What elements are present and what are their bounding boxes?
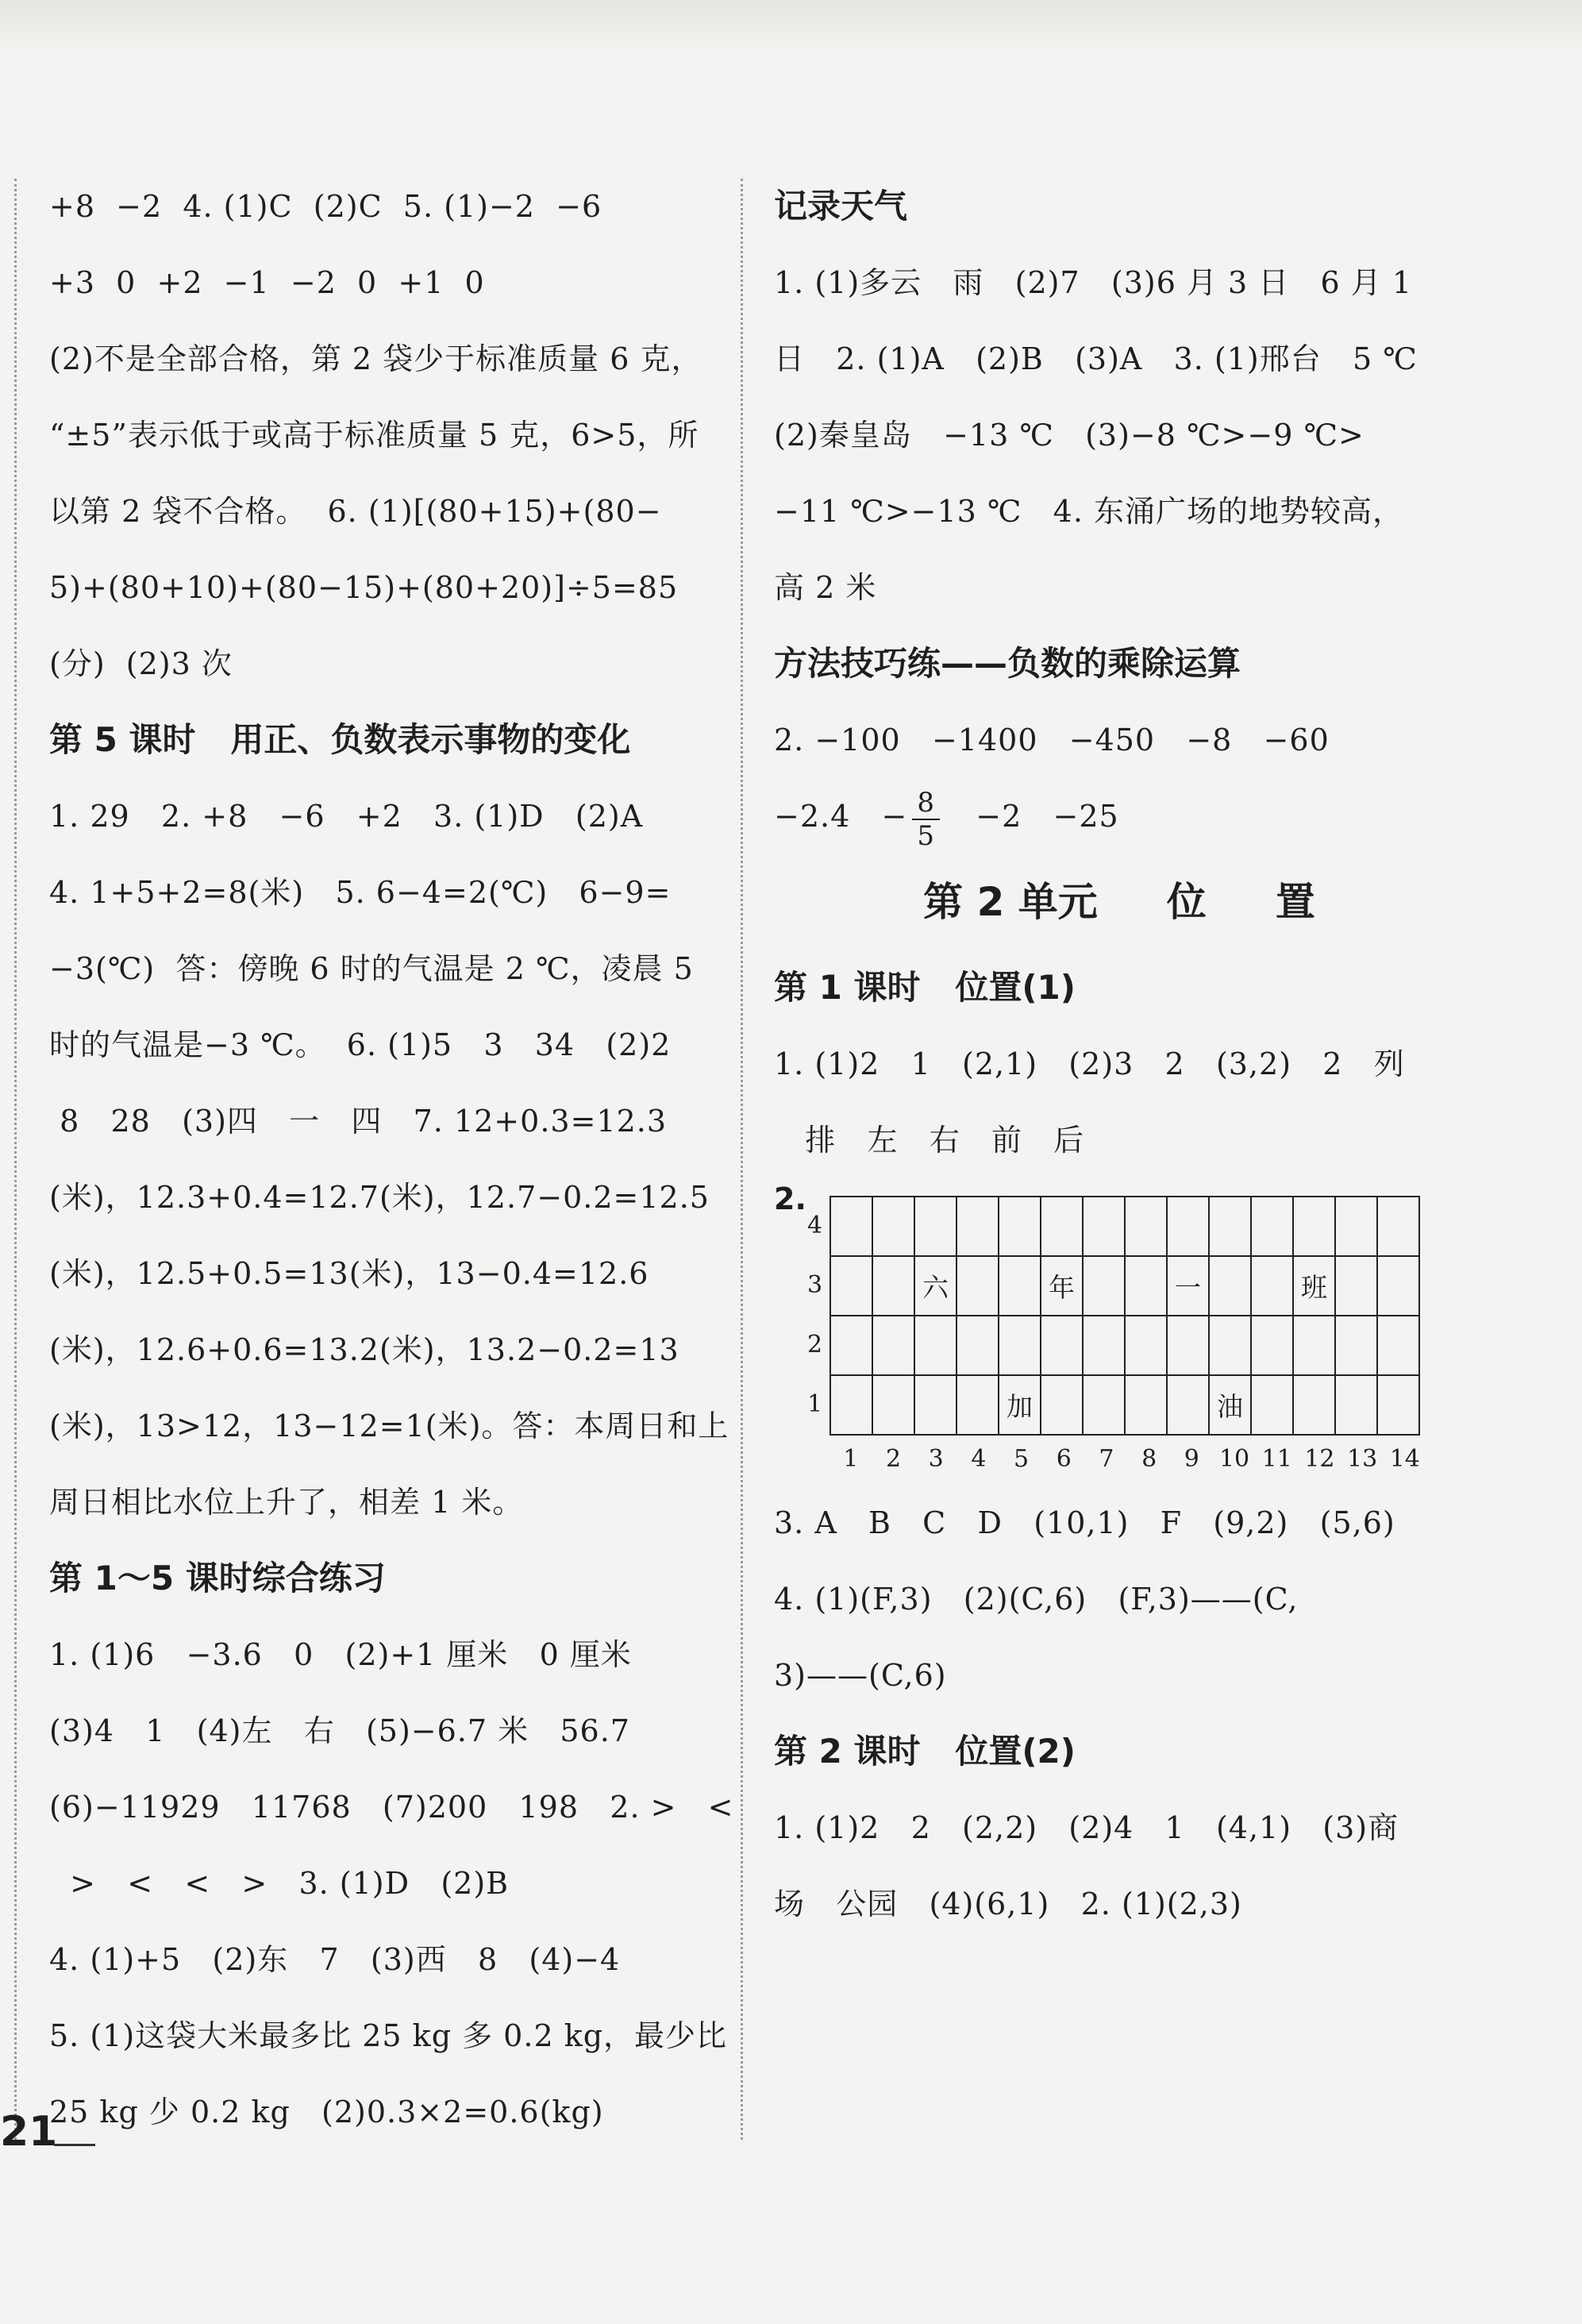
answer-line: 以第 2 袋不合格。 6. (1)[(80+15)+(80−	[49, 494, 662, 529]
page-number-dash	[54, 2144, 95, 2146]
grid-cell	[830, 1316, 872, 1375]
answer-line: “±5”表示低于或高于标准质量 5 克，6>5，所	[49, 418, 699, 453]
grid-row-label: 4	[807, 1212, 823, 1239]
grid-cell	[914, 1316, 957, 1375]
section-heading: 记录天气	[774, 187, 908, 225]
grid-cell	[1083, 1256, 1125, 1316]
section-heading: 第 2 课时 位置(2)	[774, 1732, 1076, 1771]
grid-column-label: 10	[1218, 1445, 1250, 1473]
grid-question-number: 2.	[774, 1181, 806, 1216]
answer-line: 时的气温是−3 ℃。 6. (1)5 3 34 (2)2	[49, 1027, 672, 1062]
right-column	[774, 168, 1465, 1942]
grid-cell	[957, 1375, 999, 1435]
grid-column-label: 14	[1389, 1445, 1420, 1473]
answer-line: 1. (1)多云 雨 (2)7 (3)6 月 3 日 6 月 1	[774, 265, 1413, 300]
answer-line: −3(℃) 答：傍晚 6 时的气温是 2 ℃，凌晨 5	[49, 951, 694, 986]
answer-line: 4. (1)+5 (2)东 7 (3)西 8 (4)−4	[49, 1942, 621, 1977]
grid-column-label: 8	[1141, 1445, 1157, 1473]
grid-column-label: 12	[1304, 1445, 1335, 1473]
grid-row	[830, 1197, 1419, 1256]
grid-cell	[872, 1197, 914, 1256]
answer-line: (米)，13>12，13−12=1(米)。答：本周日和上	[49, 1409, 729, 1443]
right-mid-block	[774, 950, 1465, 1178]
grid-cell	[1209, 1256, 1251, 1316]
grid-cell	[1167, 1375, 1209, 1435]
grid-cell	[1167, 1316, 1209, 1375]
grid-column-label: 4	[971, 1445, 987, 1473]
grid-cell	[830, 1197, 872, 1256]
answer-line: 1. (1)2 2 (2,2) (2)4 1 (4,1) (3)商	[774, 1810, 1399, 1845]
grid-column-label: 13	[1347, 1445, 1378, 1473]
answer-line: 4. 1+5+2=8(米) 5. 6−4=2(℃) 6−9=	[49, 875, 672, 910]
grid-table	[829, 1196, 1420, 1436]
grid-cell	[1377, 1375, 1419, 1435]
grid-cell	[1251, 1316, 1293, 1375]
grid-cell	[872, 1316, 914, 1375]
grid-row	[830, 1316, 1419, 1375]
grid-cell	[957, 1256, 999, 1316]
grid-cell: 六	[914, 1256, 957, 1316]
grid-column-label: 5	[1014, 1445, 1030, 1473]
frac-before: −2.4 −	[774, 799, 908, 834]
answer-line: (分) (2)3 次	[49, 646, 233, 681]
page-number: 21	[0, 2108, 58, 2156]
answer-line: > < < > 3. (1)D (2)B	[49, 1866, 510, 1901]
grid-cell	[1335, 1197, 1377, 1256]
grid-row-label: 3	[807, 1271, 823, 1299]
left-column	[49, 168, 734, 2150]
grid-cell: 一	[1167, 1256, 1209, 1316]
grid-cell	[999, 1256, 1041, 1316]
answer-line: (米)，12.3+0.4=12.7(米)，12.7−0.2=12.5	[49, 1180, 710, 1215]
answer-line: (6)−11929 11768 (7)200 198 2. > <	[49, 1790, 734, 1825]
grid-cell	[1377, 1197, 1419, 1256]
grid-row-label: 2	[807, 1331, 823, 1359]
grid-cell	[1209, 1197, 1251, 1256]
fraction-line	[774, 778, 1465, 854]
answer-line: (2)不是全部合格，第 2 袋少于标准质量 6 克，	[49, 341, 702, 376]
grid-cell	[1083, 1316, 1125, 1375]
answer-line: +8 −2 4. (1)C (2)C 5. (1)−2 −6	[49, 189, 602, 224]
grid-cell	[1251, 1375, 1293, 1435]
grid-cell	[1335, 1256, 1377, 1316]
grid-cell	[1335, 1375, 1377, 1435]
grid-cell	[1125, 1256, 1167, 1316]
grid-cell	[872, 1375, 914, 1435]
answer-line: 高 2 米	[774, 570, 877, 605]
grid-cell	[872, 1256, 914, 1316]
scan-edge	[0, 0, 1582, 56]
grid-row	[830, 1256, 1419, 1316]
right-bottom-block	[774, 1485, 1465, 1942]
grid-cell	[957, 1197, 999, 1256]
answer-line: 1. (1)2 1 (2,1) (2)3 2 (3,2) 2 列	[774, 1046, 1405, 1081]
answer-line: 8 28 (3)四 一 四 7. 12+0.3=12.3	[49, 1104, 668, 1139]
coordinate-grid	[774, 1183, 1465, 1485]
grid-cell	[1377, 1256, 1419, 1316]
grid-cell	[1041, 1197, 1083, 1256]
section-heading: 方法技巧练——负数的乘除运算	[774, 644, 1241, 683]
grid-cell	[914, 1375, 957, 1435]
grid-column-labels	[829, 1445, 1426, 1473]
grid-cell	[1041, 1316, 1083, 1375]
grid-cell	[1335, 1316, 1377, 1375]
section-heading: 第 1～5 课时综合练习	[49, 1559, 386, 1598]
grid-cell	[1041, 1375, 1083, 1435]
grid-column-label: 9	[1184, 1445, 1199, 1473]
answer-line: (米)，12.5+0.5=13(米)，13−0.4=12.6	[49, 1256, 649, 1291]
grid-cell	[1209, 1316, 1251, 1375]
answer-line: 5. (1)这袋大米最多比 25 kg 多 0.2 kg，最少比	[49, 2018, 728, 2053]
grid-cell	[1377, 1316, 1419, 1375]
grid-cell	[1083, 1375, 1125, 1435]
answer-line: 4. (1)(F,3) (2)(C,6) (F,3)——(C,	[774, 1582, 1299, 1617]
frac-after: −2 −25	[945, 799, 1119, 834]
answer-line: 1. 29 2. +8 −6 +2 3. (1)D (2)A	[49, 799, 644, 834]
grid-cell	[999, 1197, 1041, 1256]
grid-cell	[1251, 1197, 1293, 1256]
grid-cell	[957, 1316, 999, 1375]
grid-column-label: 7	[1099, 1445, 1114, 1473]
grid-cell: 班	[1293, 1256, 1335, 1316]
answer-line: 日 2. (1)A (2)B (3)A 3. (1)邢台 5 ℃	[774, 341, 1418, 376]
answer-line: 2. −100 −1400 −450 −8 −60	[774, 723, 1330, 757]
answer-line: 周日相比水位上升了，相差 1 米。	[49, 1485, 524, 1520]
section-heading: 第 5 课时 用正、负数表示事物的变化	[49, 720, 631, 759]
grid-cell	[1125, 1316, 1167, 1375]
grid-cell	[1083, 1197, 1125, 1256]
grid-cell	[1293, 1197, 1335, 1256]
fraction-denominator: 5	[917, 819, 935, 852]
grid-cell: 加	[999, 1375, 1041, 1435]
answer-line: −11 ℃>−13 ℃ 4. 东涌广场的地势较高，	[774, 494, 1403, 529]
grid-column-label: 6	[1056, 1445, 1072, 1473]
grid-cell	[1293, 1316, 1335, 1375]
grid-cell: 年	[1041, 1256, 1083, 1316]
answer-line: +3 0 +2 −1 −2 0 +1 0	[49, 265, 485, 300]
grid-cell	[999, 1316, 1041, 1375]
answer-line: 排 左 右 前 后	[774, 1123, 1085, 1158]
fraction	[912, 787, 940, 852]
grid-cell	[1293, 1375, 1335, 1435]
column-divider	[741, 179, 743, 2140]
answer-line: 25 kg 少 0.2 kg (2)0.3×2=0.6(kg)	[49, 2095, 604, 2129]
answer-line: 3)——(C,6)	[774, 1658, 947, 1693]
grid-column-label: 3	[928, 1445, 944, 1473]
grid-cell	[914, 1197, 957, 1256]
answer-line: 5)+(80+10)+(80−15)+(80+20)]÷5=85	[49, 570, 679, 605]
grid-row	[830, 1375, 1419, 1435]
right-top-block	[774, 168, 1465, 778]
answer-line: 场 公园 (4)(6,1) 2. (1)(2,3)	[774, 1887, 1242, 1921]
fraction-numerator: 8	[912, 787, 940, 820]
grid-cell: 油	[1209, 1375, 1251, 1435]
answer-line: (3)4 1 (4)左 右 (5)−6.7 米 56.7	[49, 1713, 630, 1748]
grid-cell	[1167, 1197, 1209, 1256]
section-heading: 第 1 课时 位置(1)	[774, 968, 1076, 1007]
answer-line: 3. A B C D (10,1) F (9,2) (5,6)	[774, 1505, 1395, 1540]
left-margin-rule	[14, 179, 17, 2140]
answer-line: 1. (1)6 −3.6 0 (2)+1 厘米 0 厘米	[49, 1637, 632, 1672]
grid-column-label: 11	[1261, 1445, 1292, 1473]
grid-column-label: 2	[885, 1445, 902, 1473]
answer-line: (2)秦皇岛 −13 ℃ (3)−8 ℃>−9 ℃>	[774, 418, 1365, 453]
grid-cell	[830, 1256, 872, 1316]
grid-cell	[1125, 1375, 1167, 1435]
grid-cell	[1251, 1256, 1293, 1316]
answer-line: (米)，12.6+0.6=13.2(米)，13.2−0.2=13	[49, 1332, 679, 1367]
grid-cell	[1125, 1197, 1167, 1256]
unit-title: 第 2 单元 位 置	[923, 879, 1315, 925]
grid-row-label: 1	[807, 1390, 823, 1418]
grid-cell	[830, 1375, 872, 1435]
grid-column-label: 1	[843, 1445, 859, 1473]
